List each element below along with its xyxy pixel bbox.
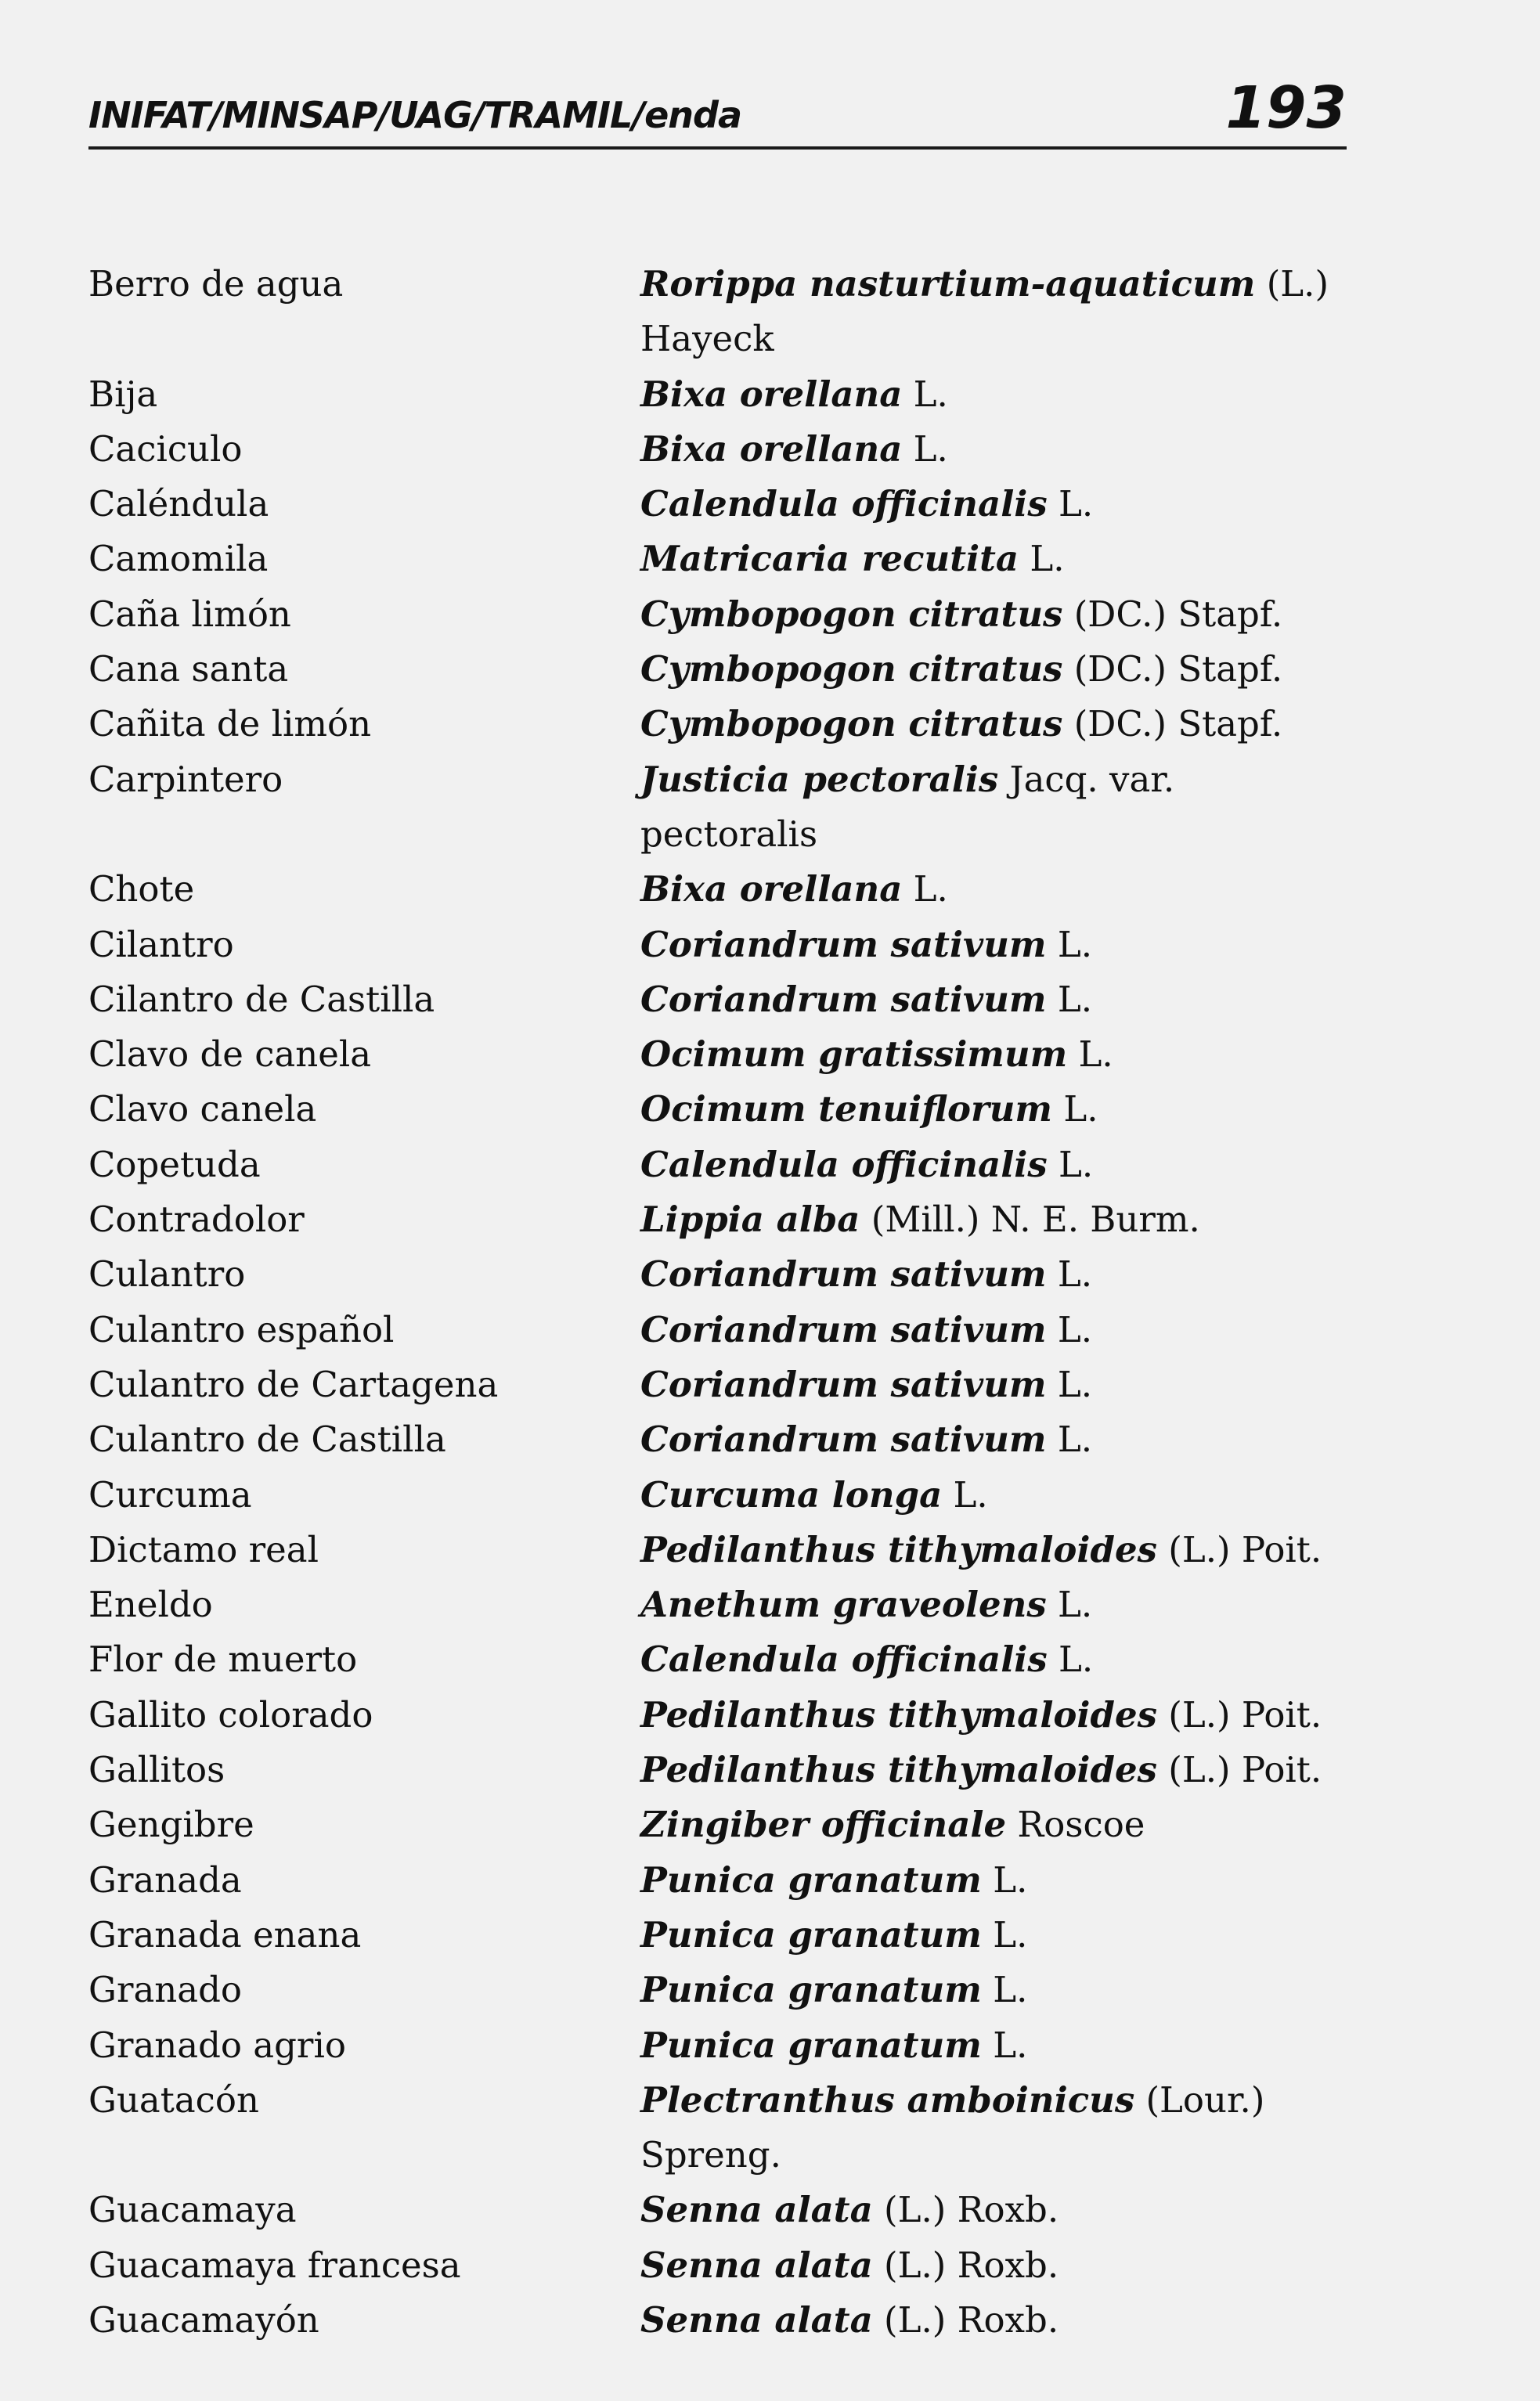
taxon-name: Anethum graveolens [640,1584,1047,1626]
scientific-name [640,1632,1357,1687]
common-name: Guacamaya [88,2189,297,2231]
scientific-name [640,1027,1357,1082]
list-item [88,2293,1357,2348]
scientific-name [640,2018,1357,2073]
common-name: Granada enana [88,1913,362,1956]
list-item [88,1468,1357,1523]
list-item [88,367,1357,422]
header-rule [88,146,1347,150]
common-name: Contradolor [88,1199,305,1241]
author-citation: L. [1047,1143,1094,1185]
common-name: Clavo de canela [88,1033,372,1076]
author-citation: (L.) Roxb. [872,2189,1059,2231]
page-number: 193 [1225,74,1347,142]
list-item [88,1192,1357,1247]
scientific-name [640,1357,1357,1412]
author-citation: L. [1046,1308,1093,1350]
list-item [88,1797,1357,1852]
scientific-name [640,917,1357,972]
scientific-name [640,752,1357,863]
list-item [88,972,1357,1027]
taxon-name: Senna alata [640,2298,873,2341]
taxon-name: Coriandrum sativum [640,1419,1047,1461]
taxon-name: Cymbopogon citratus [640,593,1063,635]
list-item [88,917,1357,972]
author-citation: L. [942,1473,988,1516]
list-item [88,1303,1357,1357]
list-item [88,587,1357,642]
author-citation: L. [902,868,948,910]
common-name: Copetuda [88,1143,261,1185]
list-item [88,1743,1357,1797]
taxon-name: Calendula officinalis [640,1639,1048,1681]
plant-name-list [88,257,1357,2348]
common-name: Dictamo real [88,1528,319,1570]
taxon-name: Coriandrum sativum [640,978,1047,1020]
scientific-name [640,1577,1357,1632]
list-item [88,1853,1357,1908]
author-citation: L. [981,1969,1028,2011]
author-citation: L. [1047,483,1094,525]
page-header [88,74,1347,150]
taxon-name: Coriandrum sativum [640,1308,1047,1350]
list-item [88,642,1357,697]
taxon-name: Bixa orellana [640,427,903,470]
list-item [88,1357,1357,1412]
common-name: Culantro de Cartagena [88,1363,499,1405]
author-citation: (L.) Poit. [1156,1528,1322,1570]
taxon-name: Lippia alba [640,1199,860,1241]
list-item [88,1523,1357,1577]
scientific-name [640,1743,1357,1797]
list-item [88,2018,1357,2073]
common-name: Berro de agua [88,263,344,305]
common-name: Gallito colorado [88,1693,373,1736]
taxon-name: Senna alata [640,2189,873,2231]
author-citation: L. [1047,1639,1094,1681]
common-name: Camomila [88,538,269,580]
scientific-name [640,1303,1357,1357]
list-item [88,1908,1357,1963]
author-citation: (Mill.) N. E. Burm. [860,1199,1200,1241]
common-name: Gallitos [88,1749,225,1791]
author-citation: L. [1046,1584,1093,1626]
author-citation: (DC.) Stapf. [1062,648,1283,690]
author-citation: (Lour.) Spreng. [640,2078,1265,2176]
scientific-name [640,697,1357,752]
scientific-name [640,862,1357,917]
author-citation: Jacq. var. pectoralis [640,758,1175,855]
scientific-name [640,1468,1357,1523]
taxon-name: Punica granatum [640,2024,982,2066]
scientific-name [640,972,1357,1027]
taxon-name: Ocimum gratissimum [640,1033,1068,1076]
scientific-name [640,1797,1357,1852]
scientific-name [640,2073,1357,2183]
scientific-name [640,587,1357,642]
list-item [88,257,1357,367]
list-item [88,2238,1357,2293]
taxon-name: Punica granatum [640,1969,982,2011]
list-item [88,862,1357,917]
author-citation: L. [902,427,948,470]
scientific-name [640,532,1357,586]
author-citation: L. [1019,538,1065,580]
taxon-name: Coriandrum sativum [640,923,1047,965]
scientific-name [640,2293,1357,2348]
list-item [88,1412,1357,1467]
common-name: Carpintero [88,758,283,800]
common-name: Granada [88,1858,242,1901]
list-item [88,1027,1357,1082]
common-name: Cilantro de Castilla [88,978,435,1020]
common-name: Culantro de Castilla [88,1419,446,1461]
taxon-name: Cymbopogon citratus [640,703,1063,745]
taxon-name: Calendula officinalis [640,1143,1048,1185]
common-name: Caléndula [88,483,269,525]
common-name: Guacamayón [88,2298,319,2341]
taxon-name: Justicia pectoralis [640,758,999,800]
scientific-name [640,1853,1357,1908]
common-name: Clavo canela [88,1088,317,1130]
running-head: INIFAT/MINSAP/UAG/TRAMIL/enda [88,94,741,136]
author-citation: L. [1067,1033,1113,1076]
list-item [88,2183,1357,2237]
list-item [88,1577,1357,1632]
scientific-name [640,1137,1357,1192]
common-name: Granado agrio [88,2024,346,2066]
list-item [88,697,1357,752]
scientific-name [640,1908,1357,1963]
author-citation: L. [981,1858,1028,1901]
taxon-name: Plectranthus amboinicus [640,2078,1135,2121]
scientific-name [640,2183,1357,2237]
scientific-name [640,257,1357,367]
common-name: Guacamaya francesa [88,2244,461,2286]
taxon-name: Punica granatum [640,1858,982,1901]
common-name: Cañita de limón [88,703,372,745]
common-name: Caña limón [88,593,291,635]
common-name: Culantro [88,1253,246,1296]
list-item [88,1137,1357,1192]
scientific-name [640,1523,1357,1577]
list-item [88,2073,1357,2183]
list-item [88,422,1357,477]
list-item [88,1963,1357,2017]
taxon-name: Ocimum tenuiflorum [640,1088,1053,1130]
scientific-name [640,642,1357,697]
taxon-name: Pedilanthus tithymaloides [640,1528,1157,1570]
taxon-name: Coriandrum sativum [640,1253,1047,1296]
common-name: Cilantro [88,923,234,965]
author-citation: L. [1046,978,1093,1020]
scientific-name [640,367,1357,422]
taxon-name: Calendula officinalis [640,483,1048,525]
author-citation: (DC.) Stapf. [1062,593,1283,635]
author-citation: (DC.) Stapf. [1062,703,1283,745]
scientific-name [640,477,1357,532]
taxon-name: Coriandrum sativum [640,1363,1047,1405]
scientific-name [640,1247,1357,1302]
author-citation: (L.) Hayeck [640,263,1329,360]
scientific-name [640,1192,1357,1247]
common-name: Granado [88,1969,242,2011]
author-citation: L. [1046,1419,1093,1461]
taxon-name: Senna alata [640,2244,873,2286]
common-name: Caciculo [88,427,243,470]
author-citation: L. [981,2024,1028,2066]
author-citation: L. [1046,1253,1093,1296]
list-item [88,532,1357,586]
taxon-name: Matricaria recutita [640,538,1019,580]
list-item [88,1632,1357,1687]
author-citation: L. [1046,923,1093,965]
taxon-name: Bixa orellana [640,373,903,415]
common-name: Cana santa [88,648,289,690]
taxon-name: Rorippa nasturtium-aquaticum [640,263,1256,305]
taxon-name: Pedilanthus tithymaloides [640,1693,1157,1736]
taxon-name: Cymbopogon citratus [640,648,1063,690]
scientific-name [640,422,1357,477]
scientific-name [640,1688,1357,1743]
common-name: Curcuma [88,1473,252,1516]
scientific-name [640,1963,1357,2017]
common-name: Chote [88,868,195,910]
common-name: Guatacón [88,2078,259,2121]
scientific-name [640,2238,1357,2293]
list-item [88,477,1357,532]
common-name: Gengibre [88,1804,254,1846]
author-citation: Roscoe [1006,1804,1145,1846]
list-item [88,1247,1357,1302]
taxon-name: Zingiber officinale [640,1804,1007,1846]
list-item [88,752,1357,863]
author-citation: (L.) Roxb. [872,2298,1059,2341]
taxon-name: Punica granatum [640,1913,982,1956]
author-citation: (L.) Poit. [1156,1749,1322,1791]
author-citation: L. [1046,1363,1093,1405]
author-citation: (L.) Poit. [1156,1693,1322,1736]
author-citation: L. [1052,1088,1098,1130]
author-citation: L. [902,373,948,415]
scientific-name [640,1082,1357,1137]
list-item [88,1082,1357,1137]
taxon-name: Pedilanthus tithymaloides [640,1749,1157,1791]
scientific-name [640,1412,1357,1467]
author-citation: (L.) Roxb. [872,2244,1059,2286]
common-name: Bija [88,373,158,415]
author-citation: L. [981,1913,1028,1956]
taxon-name: Curcuma longa [640,1473,943,1516]
list-item [88,1688,1357,1743]
common-name: Eneldo [88,1584,213,1626]
common-name: Flor de muerto [88,1639,358,1681]
taxon-name: Bixa orellana [640,868,903,910]
common-name: Culantro español [88,1308,395,1350]
